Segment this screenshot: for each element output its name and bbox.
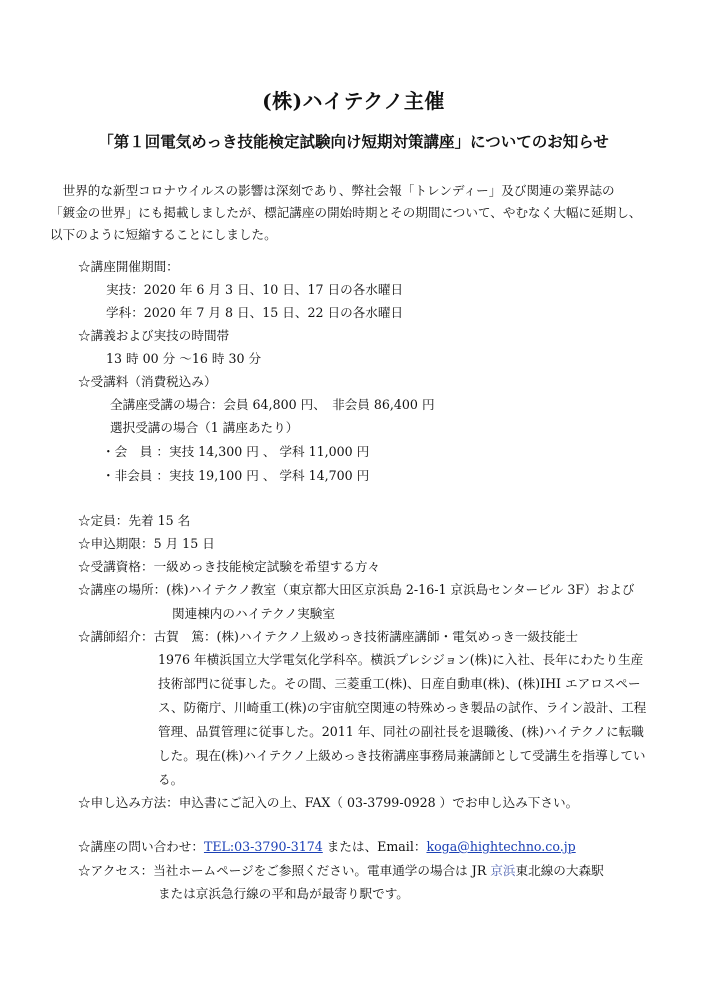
hours-heading: ☆講義および実技の時間帯 [78, 328, 230, 343]
venue-line: ☆講座の場所：(株)ハイテクノ教室（東京都大田区京浜島 2-16-1 京浜島センタービル 3F）および [78, 582, 635, 597]
access-text: ☆アクセス：当社ホームページをご参照ください。電車通学の場合は JR [78, 863, 491, 878]
lecturer-bio-line: した。現在(株)ハイテクノ上級めっき技術講座事務局兼講師として受講生を指導してい [158, 748, 646, 763]
fees-full: 全講座受講の場合：会員 64,800 円、 非会員 86,400 円 [110, 397, 435, 412]
access-text-highlight: 京浜 [490, 863, 516, 878]
apply-method: ☆申し込み方法：申込書にご記入の上、FAX（ 03-3799-0928 ）でお申し込み下さい。 [78, 795, 579, 810]
fees-nonmember: ・非会員 ：実技 19,100 円 、 学科 14,700 円 [102, 468, 370, 483]
lecturer-bio-line: 1976 年横浜国立大学電気化学科卒。横浜プレシジョン(株)に入社、長年にわたり生産 [158, 652, 644, 667]
page-subtitle: 「第１回電気めっき技能検定試験向け短期対策講座」についてのお知らせ [98, 132, 609, 151]
venue-line: 関連棟内のハイテクノ実験室 [172, 606, 335, 621]
hours-value: 13 時 00 分 〜16 時 30 分 [106, 351, 262, 366]
fees-heading: ☆受講料（消費税込み） [78, 374, 217, 389]
lecturer-heading: ☆講師紹介：古賀 篤：(株)ハイテクノ上級めっき技術講座講師・電気めっき一級技能士 [78, 629, 578, 644]
access-text: 東北線の大森駅 [515, 863, 604, 878]
contact-prefix: ☆講座の問い合わせ： [78, 839, 204, 854]
access-line [78, 862, 604, 879]
deadline: ☆申込期限：5 月 15 日 [78, 536, 215, 551]
intro-line: 「鍍金の世界」にも掲載しましたが、標記講座の開始時期とその期間について、やむなく大幅に延期し、 [50, 205, 642, 220]
period-theory: 学科：2020 年 7 月 8 日、15 日、22 日の各水曜日 [106, 305, 404, 320]
fees-member: ・会 員 ：実技 14,300 円 、 学科 11,000 円 [102, 444, 370, 459]
intro-paragraph [50, 180, 660, 246]
capacity: ☆定員：先着 15 名 [78, 513, 191, 528]
period-practical: 実技：2020 年 6 月 3 日、10 日、17 日の各水曜日 [106, 282, 404, 297]
contact-line [78, 838, 576, 855]
lecturer-bio-line: 技術部門に従事した。その間、三菱重工(株)、日産自動車(株)、(株)IHI エアロスペー [158, 676, 641, 691]
intro-line: 以下のように短縮することにしました。 [50, 227, 277, 242]
lecturer-bio-line: ス、防衛庁、川崎重工(株)の宇宙航空関連の特殊めっき製品の試作、ライン設計、工程 [158, 700, 647, 715]
fees-select-heading: 選択受講の場合（1 講座あたり） [110, 420, 299, 435]
tel-link[interactable]: TEL:03-3790-3174 [203, 839, 323, 854]
period-heading: ☆講座開催期間： [78, 259, 179, 274]
intro-line: 世界的な新型コロナウイルスの影響は深刻であり、弊社会報「トレンディー」及び関連の業界誌の [62, 183, 615, 198]
lecturer-bio-line: る。 [158, 772, 184, 787]
qualification: ☆受講資格：一級めっき技能検定試験を希望する方々 [78, 559, 381, 574]
page-title: (株)ハイテクノ主催 [262, 89, 445, 113]
lecturer-bio-line: 管理、品質管理に従事した。2011 年、同社の副社長を退職後、(株)ハイテクノに転職 [158, 724, 644, 739]
access-line-2: または京浜急行線の平和島が最寄り駅です。 [158, 886, 409, 901]
email-link[interactable]: koga@hightechno.co.jp [426, 839, 576, 854]
contact-middle: または、Email： [322, 839, 427, 854]
